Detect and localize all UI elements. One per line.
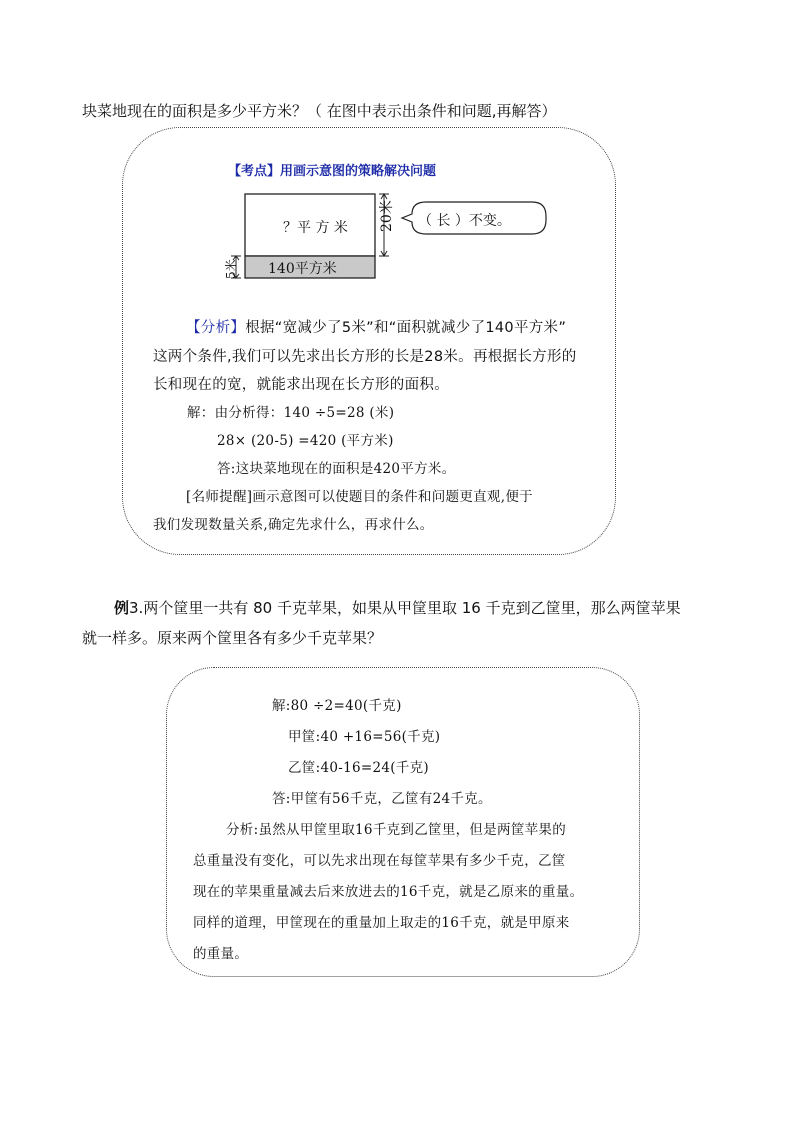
example3-line-1 <box>114 597 681 618</box>
diagram-top-label: ？平 方 米 <box>283 220 348 236</box>
analysis-line-1 <box>186 316 566 337</box>
box2-solution-2: 甲筐:40 +16=56(千克) <box>288 729 441 745</box>
analysis-text: 根据“宽减少了5米”和“面积就减少了140平方米” <box>245 320 567 336</box>
diagram-right-label: 20米 <box>379 200 395 232</box>
analysis-line-3: 长和现在的宽，就能求出现在长方形的面积。 <box>153 377 449 393</box>
box2-answer: 答:甲筐有56千克，乙筐有24千克。 <box>272 791 492 807</box>
kaodian-text: 用画示意图的策略解决问题 <box>280 164 437 179</box>
box2-analysis-1: 分析:虽然从甲筐里取16千克到乙筐里，但是两筐苹果的 <box>226 822 567 838</box>
box2-analysis-3: 现在的苹果重量减去后来放进去的16千克，就是乙原来的重量。 <box>193 884 584 900</box>
solution-line-2: 28× (20-5) =420 (平方米) <box>217 433 394 449</box>
bubble-text: （ 长 ）不变。 <box>418 213 511 229</box>
kaodian-label: 【考点】 <box>228 164 281 179</box>
example3-text: 3.两个筐里一共有 80 千克苹果，如果从甲筐里取 16 千克到乙筐里，那么两筐苹果 <box>129 599 681 617</box>
solution-line-1: 解：由分析得：140 ÷5=28 (米) <box>187 405 395 421</box>
diagram-left-label: 5米 <box>224 259 238 279</box>
example3-line-2: 就一样多。原来两个筐里各有多少千克苹果？ <box>82 629 383 647</box>
box2-solution-3: 乙筐:40-16=24(千克) <box>288 760 429 776</box>
analysis-line-2: 这两个条件,我们可以先求出长方形的长是28米。再根据长方形的 <box>153 349 577 365</box>
box2-analysis-4: 同样的道理，甲筐现在的重量加上取走的16千克，就是甲原来 <box>193 915 570 931</box>
box2-solution-1: 解:80 ÷2=40(千克) <box>272 698 402 714</box>
kaodian-heading <box>228 160 436 179</box>
question-text: 块菜地现在的面积是多少平方米？（ 在图中表示出条件和问题,再解答） <box>82 102 557 120</box>
tip-line-2: 我们发现数量关系,确定先求什么，再求什么。 <box>153 517 434 533</box>
example3-label: 例 <box>114 599 130 617</box>
tip-line-1: [名师提醒]画示意图可以使题目的条件和问题更直观,便于 <box>186 489 533 505</box>
analysis-label: 【分析】 <box>186 320 246 336</box>
solution-answer: 答:这块菜地现在的面积是420平方米。 <box>217 461 456 477</box>
box2-analysis-2: 总重量没有变化，可以先求出现在每筐苹果有多少千克，乙筐 <box>193 853 566 869</box>
box2-analysis-5: 的重量。 <box>193 946 249 962</box>
diagram-bottom-label: 140平方米 <box>268 261 337 277</box>
